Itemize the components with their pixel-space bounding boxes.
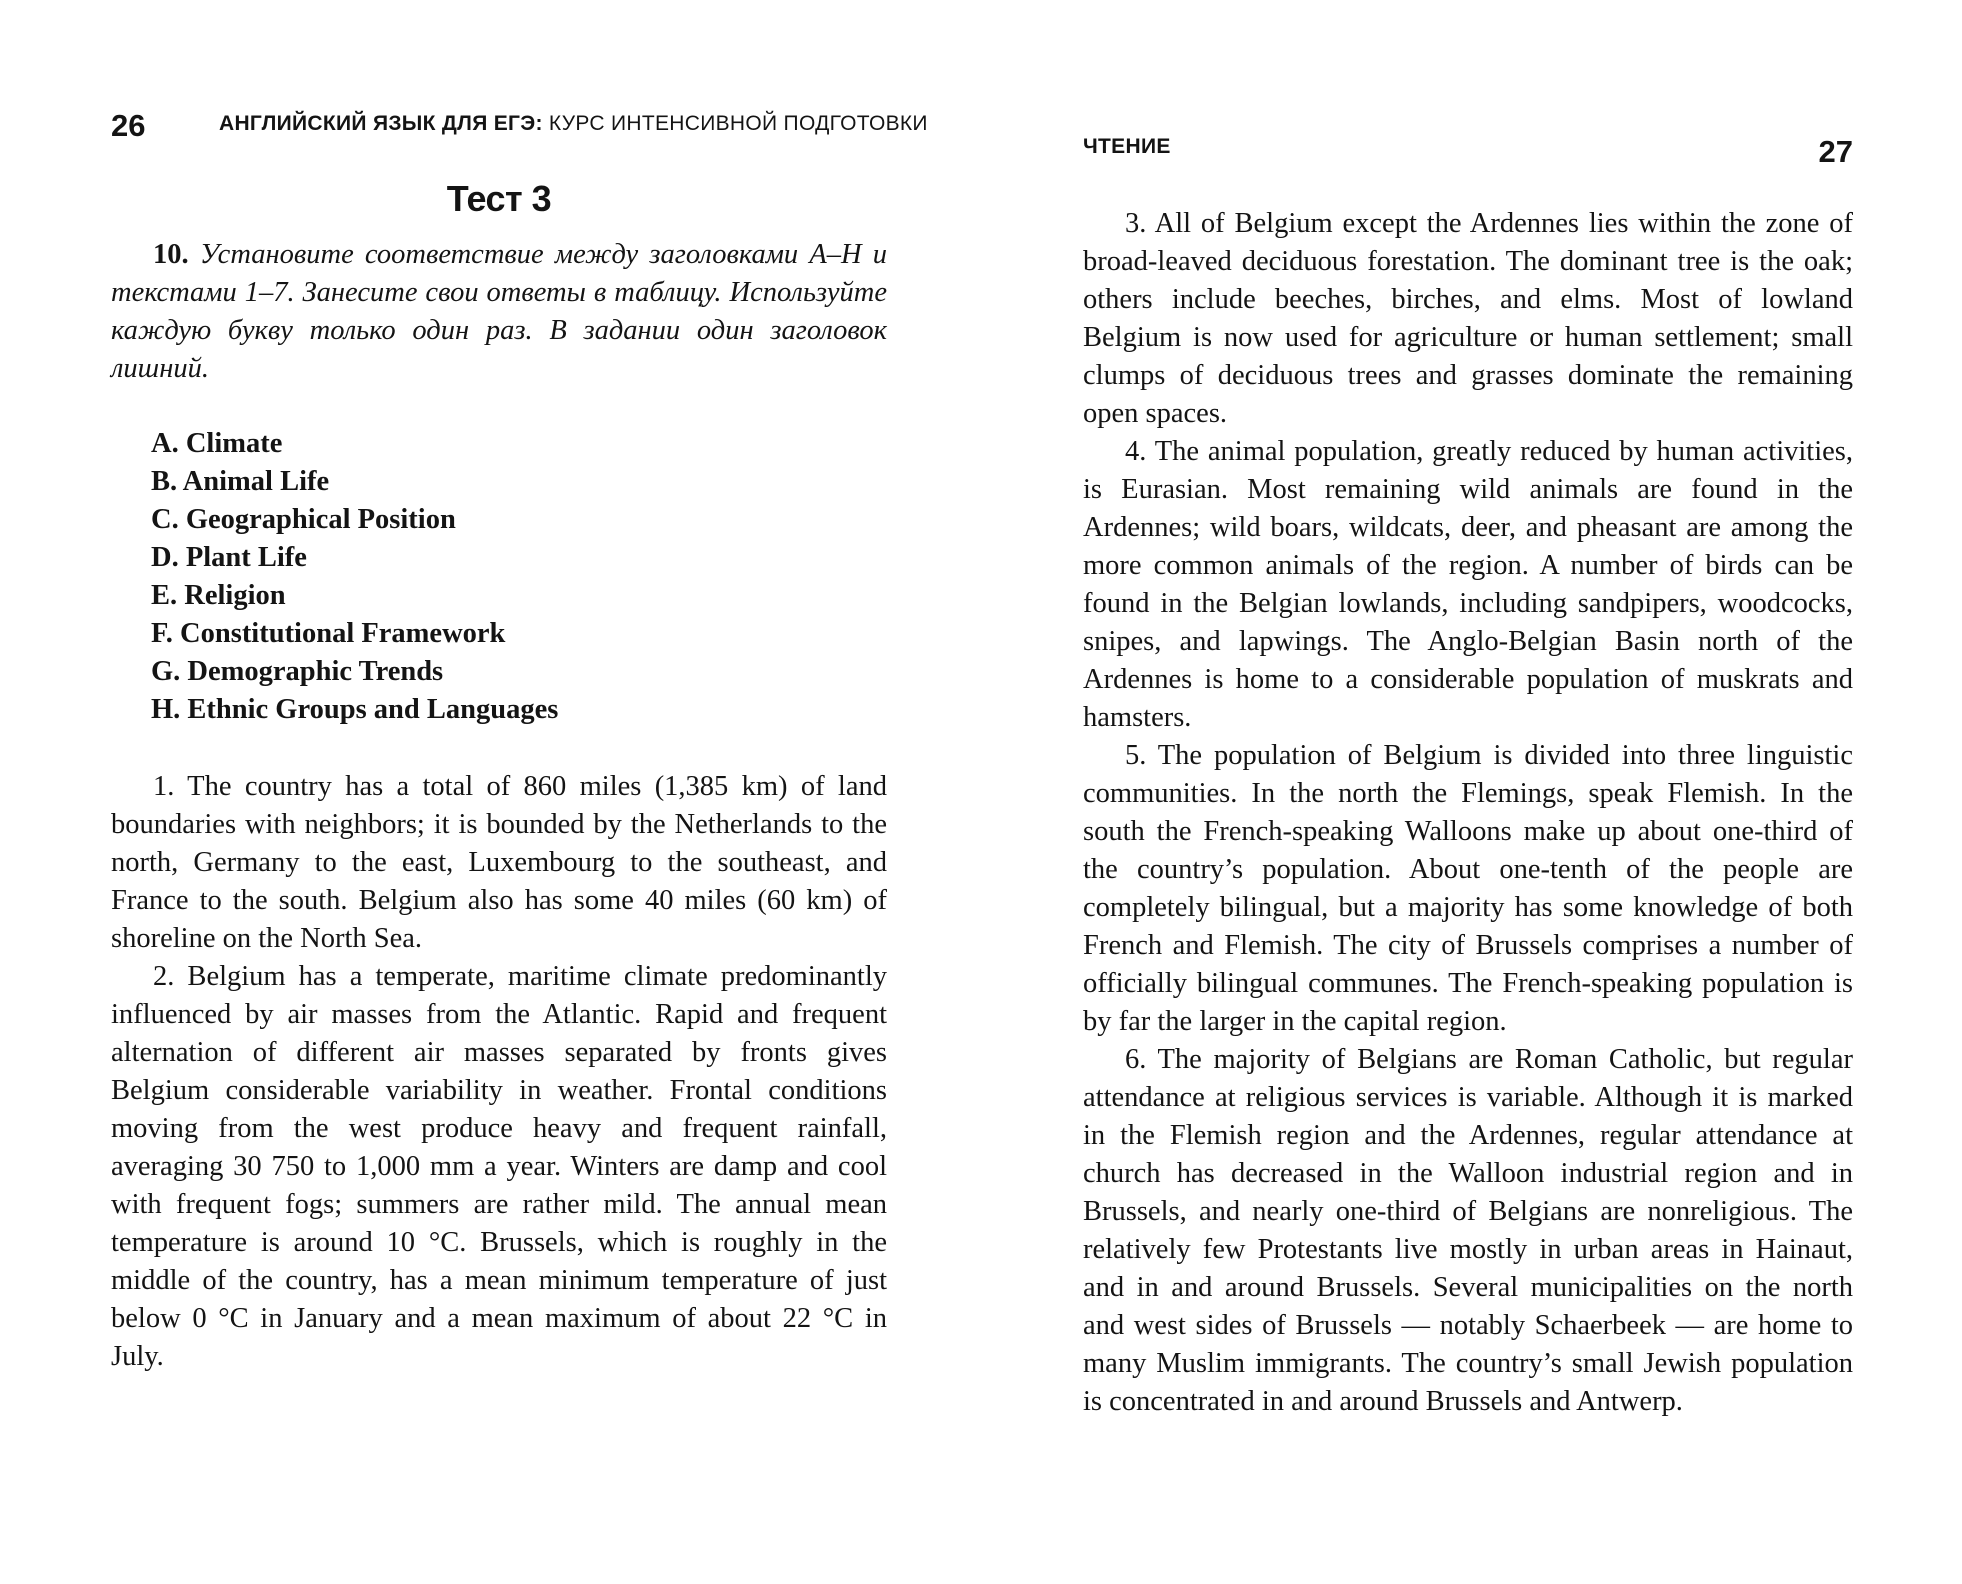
running-head — [219, 112, 928, 136]
test-title: Тест 3 — [446, 178, 552, 219]
heading-item: C. Geographical Position — [151, 504, 456, 535]
heading-item: G. Demographic Trends — [151, 656, 444, 687]
running-head-rest: КУРС ИНТЕНСИВНОЙ ПОДГОТОВКИ — [548, 112, 928, 135]
heading-item: E. Religion — [151, 580, 286, 611]
text-paragraph: 3. All of Belgium except the Ardennes lies within the zone of broad-leaved deciduous forestation. The dominant tree is the oak; others include beeches, birches, and elms. Most of lowland Belgium is now used for agriculture or human settlement; small clumps of deciduous trees and grasses dominate the remaining open spaces. — [1083, 208, 1853, 429]
heading-item: H. Ethnic Groups and Languages — [151, 694, 559, 725]
task-instructions — [111, 236, 887, 388]
text-paragraph: 1. The country has a total of 860 miles (1,385 km) of land boundaries with neighbors; it is bounded by the Netherlands to the north, Germany to the east, Luxembourg to the southeast, and France to the south. Belgium also has some 40 miles (60 km) of shoreline on the North Sea. — [111, 771, 887, 954]
texts-block — [111, 768, 887, 1376]
heading-item: D. Plant Life — [151, 542, 307, 573]
texts-block — [1083, 205, 1853, 1421]
text-paragraph: 6. The majority of Belgians are Roman Catholic, but regular attendance at religious services is variable. Although it is marked in the Flemish region and the Ardennes, regular attendance at church has decreased in the Walloon industrial region and in Brussels, and nearly one-third of Belgians are nonreligious. The relatively few Protestants live mostly in urban areas in Hainaut, and in and around Brussels. Several municipalities on the north and west sides of Brussels — notably Schaerbeek — are home to many Muslim immigrants. The country’s small Jewish population is concentrated in and around Brussels and Antwerp. — [1083, 1044, 1853, 1417]
heading-item: B. Animal Life — [151, 466, 330, 497]
right-page — [1083, 0, 1853, 1584]
task-number: 10. — [153, 239, 189, 270]
left-page — [111, 0, 928, 1584]
text-paragraph: 2. Belgium has a temperate, maritime climate predominantly influenced by air masses from the Atlantic. Rapid and frequent alternation of different air masses separated by fronts gives Belgium considerable variability in weather. Frontal conditions moving from the west produce heavy and frequent rainfall, averaging 30 750 to 1,000 mm a year. Winters are damp and cool with frequent fogs; summers are rather mild. The annual mean temperature is around 10 °C. Brussels, which is roughly in the middle of the country, has a mean minimum temperature of just below 0 °C in January and a mean maximum of about 22 °C in July. — [111, 961, 887, 1372]
heading-item: A. Climate — [151, 428, 283, 459]
task-text: Установите соответствие между заголовками А–Н и текстами 1–7. Занесите свои ответы в таблицу. Используйте каждую букву только один раз. В задании один заголовок лишний. — [111, 239, 888, 384]
running-head: ЧТЕНИЕ — [1083, 135, 1171, 158]
running-head-bold: АНГЛИЙСКИЙ ЯЗЫК ДЛЯ ЕГЭ: — [219, 112, 543, 135]
heading-item: F. Constitutional Framework — [151, 618, 506, 649]
headings-list — [151, 425, 558, 729]
text-paragraph: 5. The population of Belgium is divided into three linguistic communities. In the north the Flemings, speak Flemish. In the south the French-speaking Walloons make up about one-third of the country’s population. About one-tenth of the people are completely bilingual, but a majority has some knowledge of both French and Flemish. The city of Brussels comprises a number of officially bilingual communes. The French-speaking population is by far the larger in the capital region. — [1083, 740, 1853, 1037]
page-number: 26 — [111, 108, 146, 143]
page-number: 27 — [1818, 134, 1853, 169]
text-paragraph: 4. The animal population, greatly reduced by human activities, is Eurasian. Most remaining wild animals are found in the Ardennes; wild boars, wildcats, deer, and pheasant are among the more common animals of the region. A number of birds can be found in the Belgian lowlands, including sandpipers, woodcocks, snipes, and lapwings. The Anglo-Belgian Basin north of the Ardennes is home to a considerable population of muskrats and hamsters. — [1083, 436, 1853, 733]
